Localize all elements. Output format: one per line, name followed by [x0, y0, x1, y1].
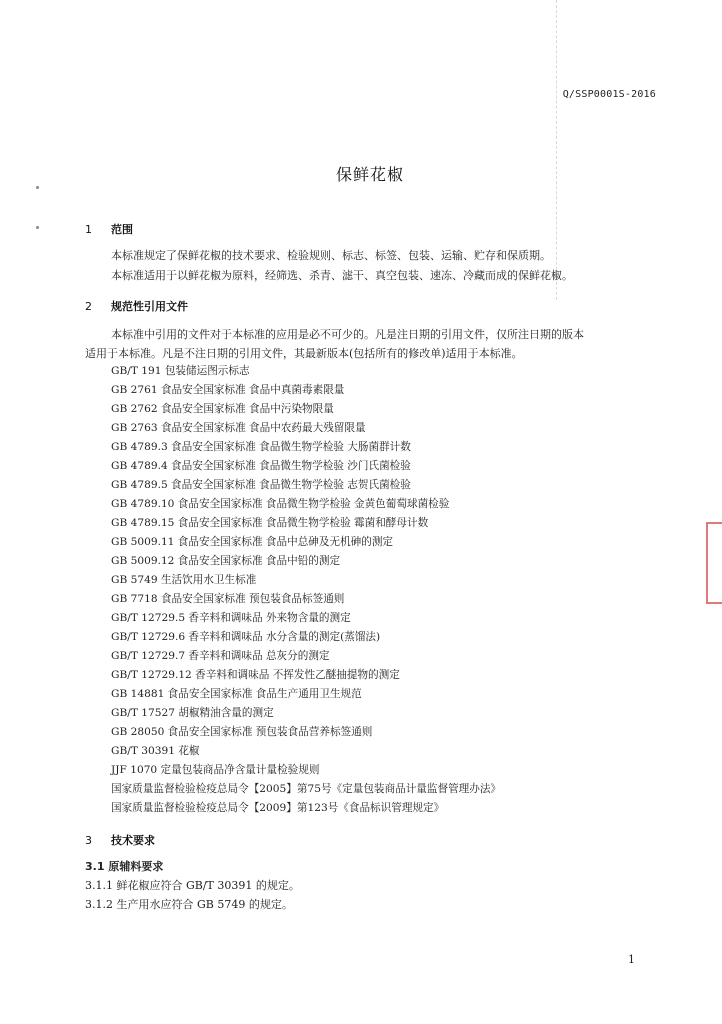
- reference-item: GB 7718 食品安全国家标准 预包装食品标签通则: [111, 593, 345, 605]
- reference-item: GB 5009.12 食品安全国家标准 食品中铅的测定: [111, 555, 341, 567]
- section-3-heading: [85, 832, 155, 848]
- reference-item: GB 5009.11 食品安全国家标准 食品中总砷及无机砷的测定: [111, 536, 394, 548]
- subsection-3-1: 3.1 原辅料要求: [85, 860, 164, 873]
- reference-item: GB/T 30391 花椒: [111, 745, 200, 757]
- reference-item: 国家质量监督检验检疫总局令【2005】第75号《定量包装商品计量监督管理办法》: [111, 783, 502, 795]
- reference-item: GB/T 12729.5 香辛料和调味品 外来物含量的测定: [111, 612, 351, 624]
- document-title: 保鲜花椒: [335, 165, 404, 184]
- section-1-heading: [85, 221, 133, 237]
- reference-item: GB 4789.5 食品安全国家标准 食品微生物学检验 志贺氏菌检验: [111, 479, 411, 491]
- clause-3-1-1: 3.1.1 鲜花椒应符合 GB/T 30391 的规定。: [85, 879, 300, 892]
- reference-item: GB 4789.15 食品安全国家标准 食品微生物学检验 霉菌和酵母计数: [111, 517, 429, 529]
- section-title: 技术要求: [111, 834, 155, 847]
- reference-item: GB/T 12729.12 香辛料和调味品 不挥发性乙醚抽提物的测定: [111, 669, 400, 681]
- reference-item: GB 2761 食品安全国家标准 食品中真菌毒素限量: [111, 384, 345, 396]
- reference-item: GB/T 12729.7 香辛料和调味品 总灰分的测定: [111, 650, 330, 662]
- reference-item: 国家质量监督检验检疫总局令【2009】第123号《食品标识管理规定》: [111, 802, 445, 814]
- section-title: 规范性引用文件: [111, 300, 188, 313]
- clause-3-1-2: 3.1.2 生产用水应符合 GB 5749 的规定。: [85, 898, 293, 911]
- red-seal-stamp: [706, 522, 722, 604]
- scan-speck: [36, 186, 39, 189]
- reference-item: GB 5749 生活饮用水卫生标准: [111, 574, 257, 586]
- reference-item: GB/T 17527 胡椒精油含量的测定: [111, 707, 274, 719]
- references-intro-line-2: 适用于本标准。凡是不注日期的引用文件，其最新版本(包括所有的修改单)适用于本标准。: [85, 347, 523, 360]
- section-number: 2: [85, 300, 92, 313]
- scan-fold-line: [556, 0, 557, 300]
- references-intro-line-1: 本标准中引用的文件对于本标准的应用是必不可少的。凡是注日期的引用文件，仅所注日期的版本: [111, 328, 584, 341]
- reference-item: GB 14881 食品安全国家标准 食品生产通用卫生规范: [111, 688, 362, 700]
- reference-item: GB 4789.3 食品安全国家标准 食品微生物学检验 大肠菌群计数: [111, 441, 411, 453]
- reference-item: GB 2762 食品安全国家标准 食品中污染物限量: [111, 403, 334, 415]
- scope-line-2: 本标准适用于以鲜花椒为原料，经筛选、杀青、滤干、真空包装、速冻、冷藏而成的保鲜花椒。: [111, 269, 573, 282]
- reference-item: GB 4789.10 食品安全国家标准 食品微生物学检验 金黄色葡萄球菌检验: [111, 498, 450, 510]
- reference-item: JJF 1070 定量包装商品净含量计量检验规则: [111, 764, 320, 776]
- reference-item: GB 4789.4 食品安全国家标准 食品微生物学检验 沙门氏菌检验: [111, 460, 411, 472]
- reference-item: GB/T 12729.6 香辛料和调味品 水分含量的测定(蒸馏法): [111, 631, 381, 643]
- section-title: 范围: [111, 223, 133, 236]
- reference-item: GB/T 191 包装储运图示标志: [111, 365, 250, 377]
- section-number: 1: [85, 223, 92, 236]
- section-2-heading: [85, 298, 188, 314]
- section-number: 3: [85, 834, 92, 847]
- reference-item: GB 28050 食品安全国家标准 预包装食品营养标签通则: [111, 726, 373, 738]
- scope-line-1: 本标准规定了保鲜花椒的技术要求、检验规则、标志、标签、包装、运输、贮存和保质期。: [111, 249, 551, 262]
- document-code: Q/SSP0001S-2016: [562, 89, 656, 100]
- reference-list: [111, 362, 671, 818]
- scan-speck: [36, 226, 39, 229]
- reference-item: GB 2763 食品安全国家标准 食品中农药最大残留限量: [111, 422, 366, 434]
- page-number: 1: [628, 953, 635, 966]
